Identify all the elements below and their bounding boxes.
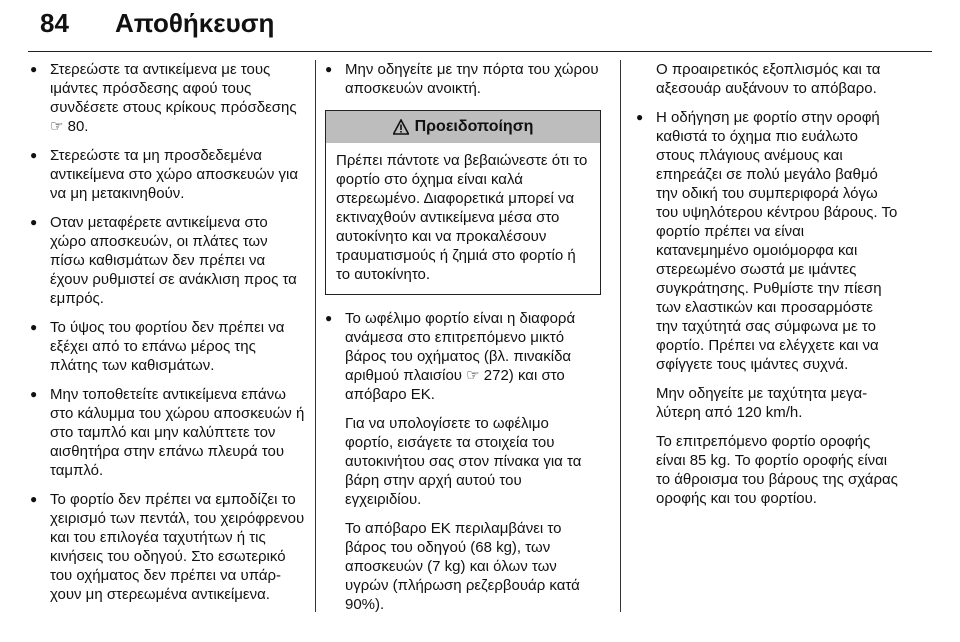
paragraph: Το απόβαρο ΕΚ περιλαμβάνει το βάρος του οδηγού (68 kg), των αποσκευών (7 kg) και όλων των υγρών (πλήρωση ρεζερβουάρ κατά 90%). bbox=[345, 520, 580, 613]
page-number: 84 bbox=[40, 8, 69, 38]
list-item: ● Στερεώστε τα μη προσδεδεμένα αντικείμενα στο χώρο αποσκευών για να μη μετακινηθούν. bbox=[30, 146, 306, 203]
paragraph: Μην οδηγείτε με ταχύτητα μεγαλύτερη από 120 km/h. bbox=[656, 385, 868, 421]
list-item: ● Το φορτίο δεν πρέπει να εμποδίζει το χειρισμό των πεντάλ, του χειρόφρενου και του επιλογέα ταχυτήτων ή τις κινήσεις του οδηγού. Στο εσωτερικό του οχήματος δεν πρέπει να υπάρχουν μη στερεωμένα αντικείμενα. bbox=[30, 490, 306, 604]
column-1 bbox=[30, 60, 306, 614]
paragraph: Ο προαιρετικός εξοπλισμός και τα αξεσουάρ αυξάνουν το απόβαρο. bbox=[656, 61, 881, 97]
warning-header bbox=[326, 111, 600, 143]
warning-title: Προειδοποίηση bbox=[414, 118, 534, 135]
column-2 bbox=[325, 60, 601, 624]
header-divider bbox=[28, 51, 932, 52]
list-item: ● Το ύψος του φορτίου δεν πρέπει να εξέχει από το επάνω μέρος της πλάτης των καθισμάτων. bbox=[30, 318, 306, 375]
list-item: ● Οταν μεταφέρετε αντικείμενα στο χώρο αποσκευών, οι πλάτες των πίσω καθισμάτων δεν πρέπει να έχουν ρυθμιστεί σε ανάκλιση προς τα εμπρός. bbox=[30, 213, 306, 308]
list-item bbox=[325, 309, 601, 404]
column-3 bbox=[636, 60, 898, 518]
column-divider-2 bbox=[620, 60, 621, 612]
section-title: Αποθήκευση bbox=[115, 8, 275, 38]
warning-text: Πρέπει πάντοτε να βεβαιώνεστε ότι το φορτίο στο όχημα είναι καλά στερεωμένο. Διαφορετικά μπορεί να εκτιναχθούν αντικείμενα μέσα στο αυτοκίνητο και να προκαλέσουν τραυματισμούς ή ζημιά στο φορτίο ή το αυτοκίνητο. bbox=[336, 152, 588, 283]
warning-triangle-icon bbox=[393, 119, 409, 135]
bullet-list bbox=[30, 60, 306, 604]
list-item: ● Μην οδηγείτε με την πόρτα του χώρου αποσκευών ανοικτή. bbox=[325, 60, 601, 98]
list-item: ● Μην τοποθετείτε αντικείμενα επάνω στο κάλυμμα του χώρου αποσκευών ή στο ταμπλό και μην καλύπτετε τον αισθητήρα στην επάνω πλευρά του ταμπλό. bbox=[30, 385, 306, 480]
list-item-text: ● Το ωφέλιμο φορτίο είναι η διαφορά ανάμεσα στο επιτρεπόμενο μικτό βάρος του οχήματος (βλ. πινακίδα αριθμού πλαισίου ☞ 272) και στο απόβαρο ΕΚ. bbox=[345, 310, 576, 403]
list-item: ● Η οδήγηση με φορτίο στην οροφή καθιστά το όχημα πιο ευάλωτο στους πλάγιους ανέμους και επηρεάζει σε πολύ μεγάλο βαθμό την οδική του συμπεριφορά λόγω του υψηλότερου κέντρου βάρους. Το φορτίο πρέπει να είναι κατανεμημένο ομοιόμορφα και στερεωμένο σωστά με ιμάντες συγκράτησης. Ρυθμίστε την πίεση των ελαστικών και προσαρμόστε την ταχύτητά σας σύμφωνα με το φορτίο. Πρέπει να ελέγχετε και να σφίγγετε τους ιμάντες συχνά. bbox=[636, 108, 898, 374]
list-item: ● Στερεώστε τα αντικείμενα με τους ιμάντες πρόσδεσης αφού τους συνδέσετε στους κρίκους πρόσδεσης ☞ 80. bbox=[30, 60, 306, 136]
bullet-list bbox=[636, 108, 898, 374]
warning-box bbox=[325, 110, 601, 295]
page-header bbox=[0, 0, 960, 50]
column-divider-1 bbox=[315, 60, 316, 612]
bullet-list bbox=[325, 309, 601, 404]
bullet-list bbox=[325, 60, 601, 98]
paragraph: Για να υπολογίσετε το ωφέλιμο φορτίο, εισάγετε τα στοιχεία του αυτοκινήτου σας στον πίνακα για τα βάρη στην αρχή αυτού του εγχειριδίου. bbox=[345, 415, 582, 508]
paragraph: Το επιτρεπόμενο φορτίο οροφής είναι 85 kg. Το φορτίο οροφής είναι το άθροισμα του βάρους της σχάρας οροφής και του φορτίου. bbox=[656, 433, 898, 507]
